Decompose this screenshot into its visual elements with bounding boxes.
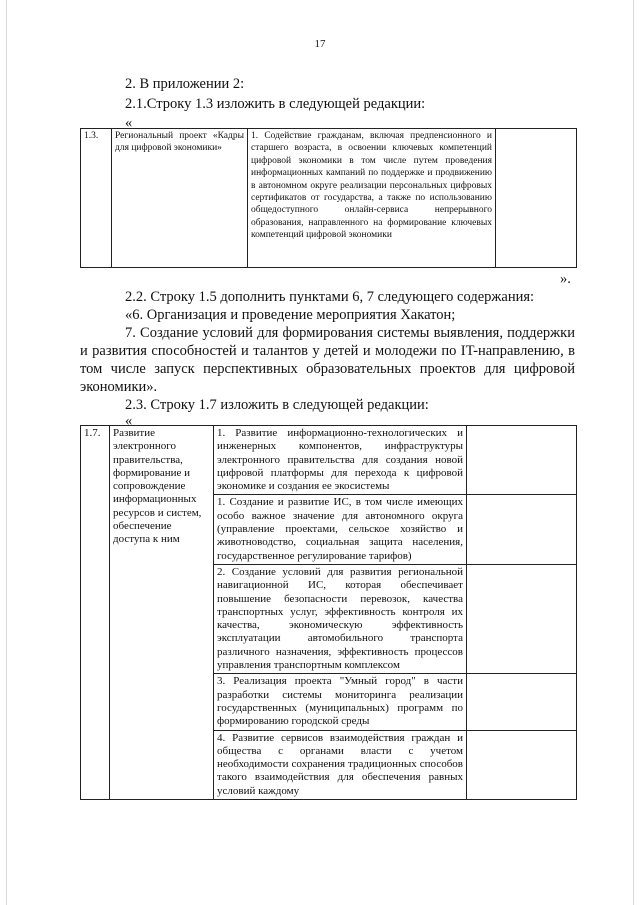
empty-cell — [496, 129, 577, 268]
measure-item-3: 2. Создание условий для развития региональной навигационной ИС, которая обеспечивает повышение безопасности перевозок, качества транспортных услуг, эффективность контроля их качества, экономическую эффективность эксплуатации автомобильного транспорта различного назначения, эффективность процессов управления транспортным комплексом — [214, 564, 467, 673]
measure-item-5: 4. Развитие сервисов взаимодействия граждан и общества с органами власти с учетом необходимости сохранения традиционных способов такого взаимодействия для обеспечения равных условий каждому — [214, 730, 467, 799]
empty-cell — [467, 426, 577, 495]
quote-close: ». — [560, 271, 571, 287]
measure-cell: 1. Содействие гражданам, включая предпенсионного и старшего возраста, в освоении ключевых компетенций цифровой экономики в том числе путем проведения информационных кампаний по поддержке и продвижению в автономном округе реализации персональных цифровых сертификатов от государства, а также по использованию общедоступного онлайн-сервиса непрерывного образования, направленного на формирование ключевых компетенций цифровой экономики — [248, 129, 496, 268]
left-scan-edge — [6, 0, 7, 905]
paragraph-1: 2. В приложении 2: — [125, 76, 245, 92]
quote-open-2: « — [125, 413, 133, 429]
table-row-1-3 — [80, 128, 577, 268]
empty-cell — [467, 495, 577, 564]
empty-cell — [467, 674, 577, 730]
row-number-cell: 1.7. — [81, 426, 110, 800]
table-row-1-7 — [80, 425, 577, 800]
measure-item-2: 1. Создание и развитие ИС, в том числе имеющих особо важное значение для автономного округа (управление проектами, сельское хозяйство и животноводство, социальная защита населения, государственное регулирование тарифов) — [214, 495, 467, 564]
measure-item-4: 3. Реализация проекта "Умный город" в части разработки системы мониторинга реализации государственных (муниципальных) программ по формированию городской среды — [214, 674, 467, 730]
empty-cell — [467, 564, 577, 673]
project-name-cell: Региональный проект «Кадры для цифровой экономики» — [112, 129, 248, 268]
paragraph-3: 2.2. Строку 1.5 дополнить пунктами 6, 7 следующего содержания: — [125, 289, 535, 305]
row-number-cell: 1.3. — [81, 129, 112, 268]
paragraph-4: «6. Организация и проведение мероприятия Хакатон; — [125, 307, 456, 323]
paragraph-5: 7. Создание условий для формирования системы выявления, поддержки и развития способностей и талантов у детей и молодежи по IT-направлению, в том числе запуск перспективных образовательных проектов для цифровой экономики». — [80, 325, 575, 395]
empty-cell — [467, 730, 577, 799]
paragraph-2: 2.1.Строку 1.3 изложить в следующей редакции: — [125, 96, 426, 112]
quote-open: « — [125, 115, 133, 131]
measure-item-1: 1. Развитие информационно-технологических и инженерных компонентов, инфраструктуры электронного правительства для создания новой цифровой платформы для перехода к цифровой экономике и создания ее экосистемы — [214, 426, 467, 495]
page-number: 17 — [314, 38, 326, 50]
paragraph-6: 2.3. Строку 1.7 изложить в следующей редакции: — [125, 397, 429, 413]
program-name-cell: Развитие электронного правительства, формирование и сопровождение информационных ресурсов и систем, обеспечение доступа к ним — [110, 426, 214, 800]
right-scan-edge — [633, 0, 634, 905]
